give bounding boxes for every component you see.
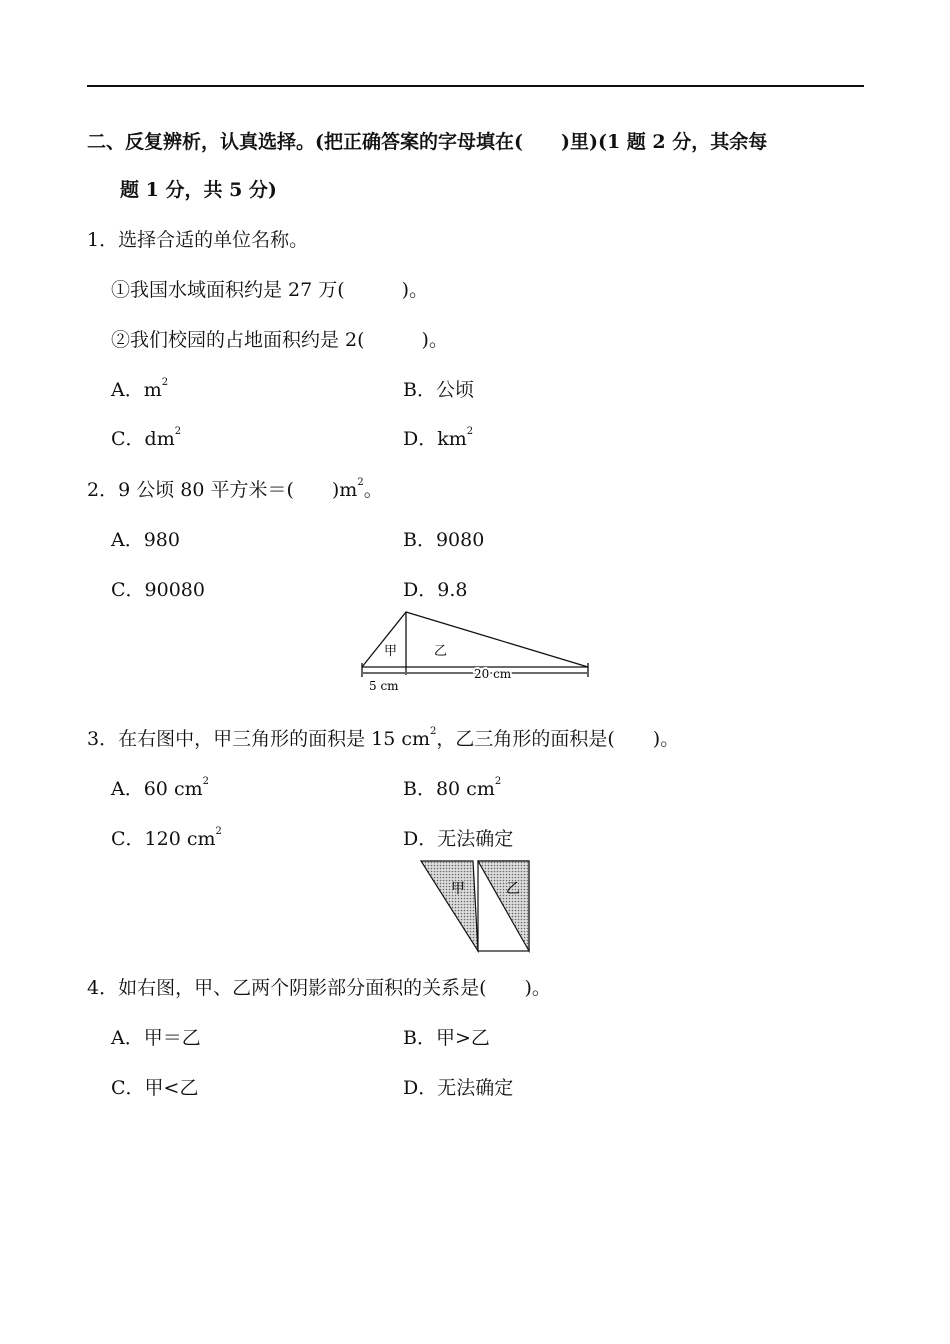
shaded-figure <box>415 855 540 955</box>
q1-sub2: ②我们校园的占地面积约是 2( )。 <box>111 329 448 351</box>
q3-option-a: A．60 $cm^2$ <box>111 776 209 800</box>
triangle-figure <box>350 605 600 695</box>
q4-stem: 4．如右图，甲、乙两个阴影部分面积的关系是( )。 <box>87 977 551 999</box>
q1-stem: 1．选择合适的单位名称。 <box>87 229 309 251</box>
q1-option-c: C．$dm^2$ <box>111 426 182 450</box>
q2-option-c: C．90080 <box>111 579 205 601</box>
q3-option-c: C．120 $cm^2$ <box>111 826 222 850</box>
q2-option-d: D．9.8 <box>403 579 468 601</box>
q1-option-d: D．$km^2$ <box>403 426 474 450</box>
q1-option-b: B．公顷 <box>403 379 474 401</box>
q4-option-b: B．甲>乙 <box>403 1027 490 1049</box>
q3-option-d: D．无法确定 <box>403 828 514 850</box>
q2-stem: 2．9 公顷 80 平方米＝( )$m^2$。 <box>87 477 383 501</box>
fig2-label-yi: 乙 <box>506 881 520 897</box>
q2-option-b: B．9080 <box>403 529 485 551</box>
q4-option-d: D．无法确定 <box>403 1077 514 1099</box>
q1-sub1: ①我国水域面积约是 27 万( )。 <box>111 279 429 301</box>
fig1-label-jia: 甲 <box>384 644 398 659</box>
section-title-cont: 题 1 分，共 5 分) <box>120 179 277 201</box>
fig2-label-jia: 甲 <box>451 881 465 897</box>
q1-option-a: A．$m^2$ <box>111 377 169 401</box>
q3-option-b: B．80 $cm^2$ <box>403 776 502 800</box>
fig1-dim-right: 20 cm <box>474 667 512 681</box>
fig1-dim-left: 5 cm <box>369 679 399 693</box>
q4-option-a: A．甲＝乙 <box>111 1027 201 1049</box>
section-title: 二、反复辨析，认真选择。(把正确答案的字母填在( )里)(1 题 2 分，其余每 <box>87 131 768 153</box>
fig1-label-yi: 乙 <box>434 644 448 659</box>
q2-option-a: A．980 <box>111 529 180 551</box>
q3-stem: 3．在右图中，甲三角形的面积是 15 $cm^2$，乙三角形的面积是( )。 <box>87 726 680 750</box>
q4-option-c: C．甲<乙 <box>111 1077 199 1099</box>
top-rule <box>87 85 864 87</box>
